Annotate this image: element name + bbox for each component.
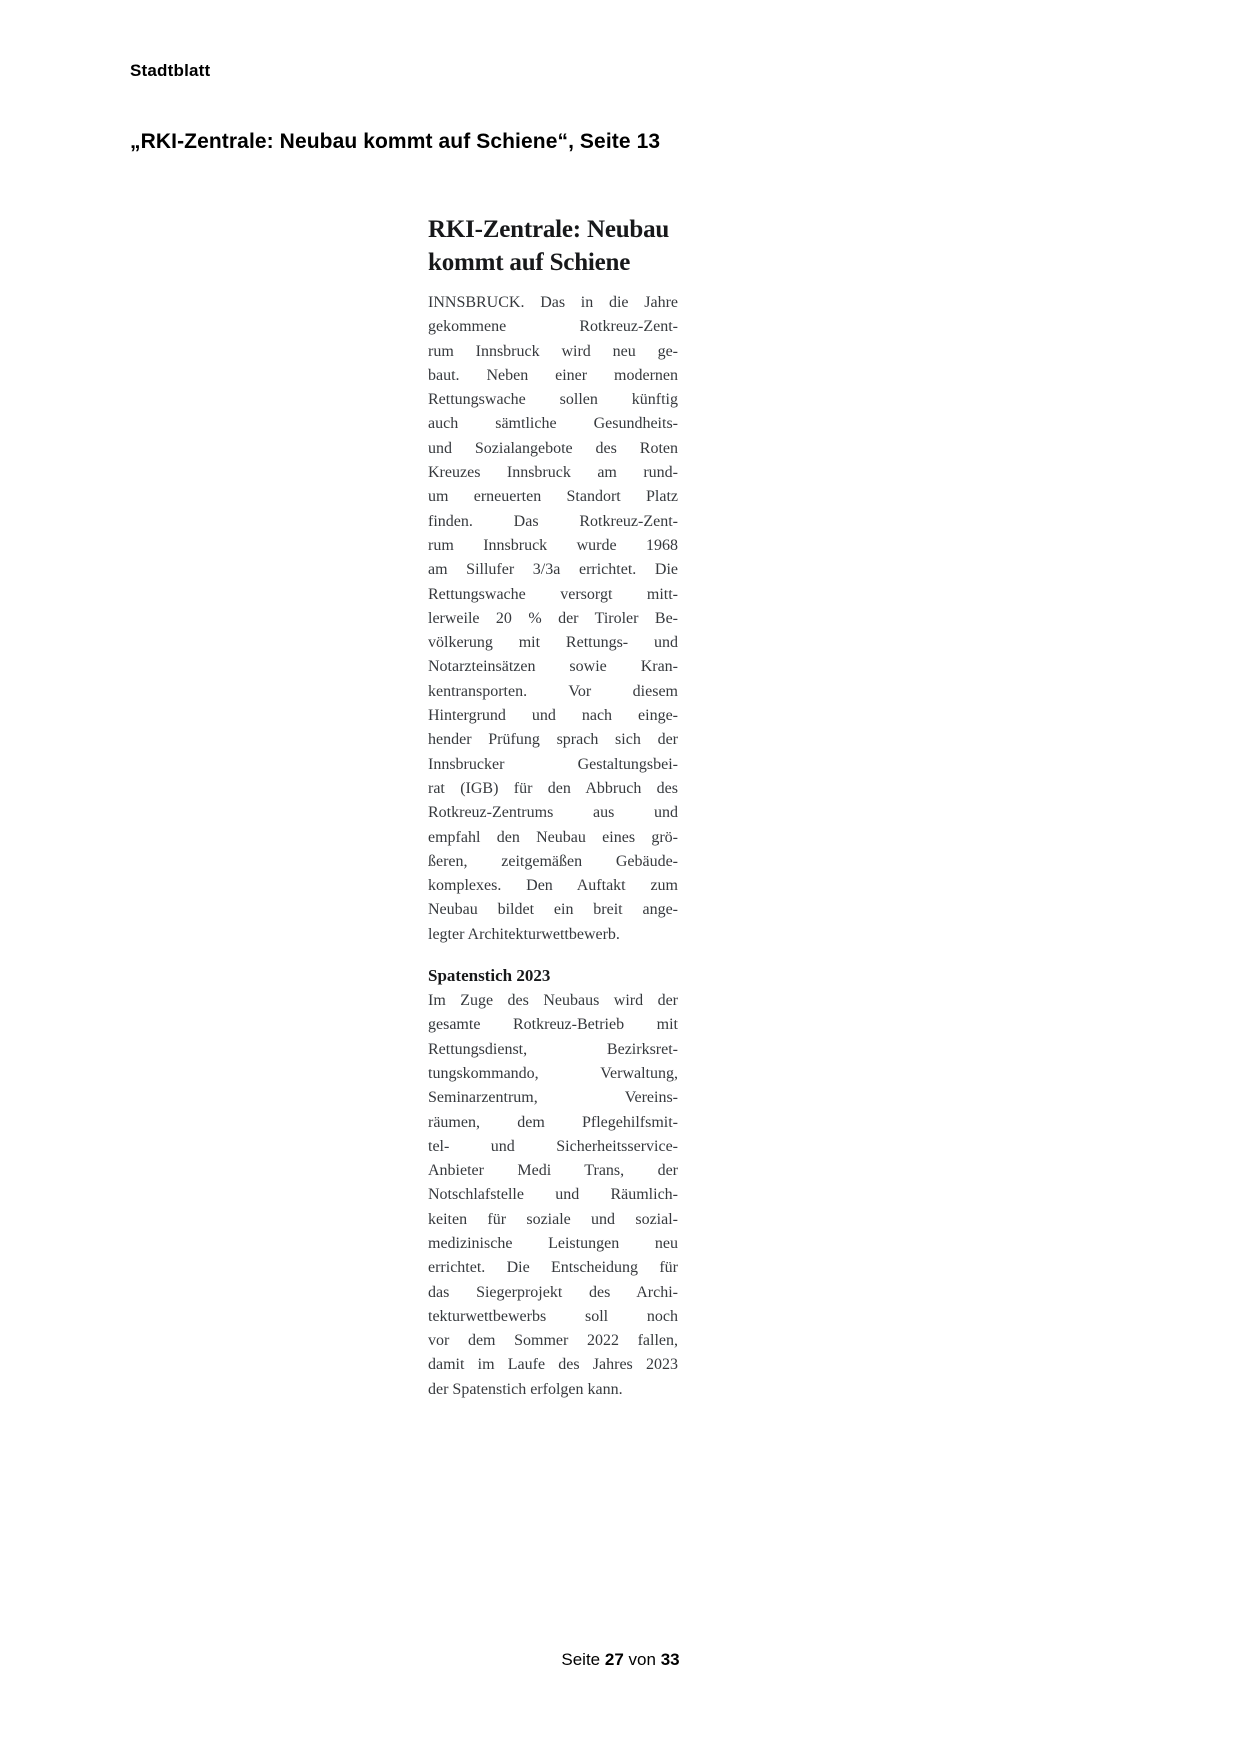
article-text-line: das Siegerprojekt des Archi- bbox=[428, 1283, 678, 1301]
article-text-line: Kreuzes Innsbruck am rund- bbox=[428, 464, 678, 482]
article-text-line: kentransporten. Vor diesem bbox=[428, 682, 678, 700]
article-paragraph-2 bbox=[428, 989, 678, 1402]
article-text-line: rum Innsbruck wird neu ge- bbox=[428, 342, 678, 360]
article-text-line: Innsbrucker Gestaltungsbei- bbox=[428, 755, 678, 773]
article-text-line: Notarzteinsätzen sowie Kran- bbox=[428, 658, 678, 676]
article-text-line: komplexes. Den Auftakt zum bbox=[428, 877, 678, 895]
article-title-line: RKI-Zentrale: Neubau bbox=[428, 216, 670, 243]
document-headline: „RKI-Zentrale: Neubau kommt auf Schiene“, Seite 13 bbox=[130, 130, 661, 153]
footer-total-pages: 33 bbox=[660, 1650, 680, 1669]
article-text-line: und Sozialangebote des Roten bbox=[428, 439, 678, 457]
article-text-line: völkerung mit Rettungs- und bbox=[428, 634, 678, 652]
article-text-line: baut. Neben einer modernen bbox=[428, 366, 678, 384]
article-text-line: rat (IGB) für den Abbruch des bbox=[428, 779, 678, 797]
article-subheading: Spatenstich 2023 bbox=[428, 966, 551, 986]
article-text-line: vor dem Sommer 2022 fallen, bbox=[428, 1332, 678, 1350]
article-text-line: INNSBRUCK. Das in die Jahre bbox=[428, 294, 678, 311]
article-text-line: hender Prüfung sprach sich der bbox=[428, 731, 678, 749]
article-text-line: gekommene Rotkreuz-Zent- bbox=[428, 318, 678, 336]
article-text-line: gesamte Rotkreuz-Betrieb mit bbox=[428, 1016, 678, 1034]
article-title bbox=[428, 213, 678, 279]
article-text-line: tel- und Sicherheitsservice- bbox=[428, 1137, 678, 1155]
article-text-line: legter Architekturwettbewerb. bbox=[428, 925, 620, 943]
article-title-line: kommt auf Schiene bbox=[428, 249, 631, 276]
footer-current-page: 27 bbox=[604, 1650, 624, 1669]
article-text-line: medizinische Leistungen neu bbox=[428, 1234, 678, 1252]
article-text-line: um erneuerten Standort Platz bbox=[428, 488, 678, 506]
article-text-line: lerweile 20 % der Tiroler Be- bbox=[428, 609, 678, 627]
article-text-line: Neubau bildet ein breit ange- bbox=[428, 901, 678, 919]
article-text-line: tekturwettbewerbs soll noch bbox=[428, 1307, 678, 1325]
article-text-line: empfahl den Neubau eines grö- bbox=[428, 828, 678, 846]
article-text-line: räumen, dem Pflegehilfsmit- bbox=[428, 1113, 678, 1131]
article-text-line: Rettungsdienst, Bezirksret- bbox=[428, 1040, 678, 1058]
article-text-line: Rettungswache versorgt mitt- bbox=[428, 585, 678, 603]
article-text-line: rum Innsbruck wurde 1968 bbox=[428, 536, 678, 554]
article-text-line: ßeren, zeitgemäßen Gebäude- bbox=[428, 852, 678, 870]
article-text-line: finden. Das Rotkreuz-Zent- bbox=[428, 512, 678, 530]
article-text-line: Rettungswache sollen künftig bbox=[428, 391, 678, 409]
article-text-line: Rotkreuz-Zentrums aus und bbox=[428, 804, 678, 822]
page-footer bbox=[0, 1650, 1241, 1670]
article-text-line: errichtet. Die Entscheidung für bbox=[428, 1259, 678, 1277]
publication-name: Stadtblatt bbox=[130, 61, 211, 80]
article-text-line: Hintergrund und nach einge- bbox=[428, 707, 678, 725]
article-text-line: Anbieter Medi Trans, der bbox=[428, 1162, 678, 1180]
article-text-line: der Spatenstich erfolgen kann. bbox=[428, 1380, 623, 1398]
article-paragraph-1 bbox=[428, 291, 678, 947]
article-text-line: damit im Laufe des Jahres 2023 bbox=[428, 1356, 678, 1374]
article-text-line: auch sämtliche Gesundheits- bbox=[428, 415, 678, 433]
article-text-line: Seminarzentrum, Vereins- bbox=[428, 1089, 678, 1107]
article-text-line: Im Zuge des Neubaus wird der bbox=[428, 992, 678, 1010]
article-clipping bbox=[428, 213, 678, 1402]
article-text-line: keiten für soziale und sozial- bbox=[428, 1210, 678, 1228]
footer-separator: von bbox=[628, 1650, 656, 1669]
article-text-line: am Sillufer 3/3a errichtet. Die bbox=[428, 561, 678, 579]
footer-page-prefix: Seite bbox=[561, 1650, 601, 1669]
article-text-line: Notschlafstelle und Räumlich- bbox=[428, 1186, 678, 1204]
article-text-line: tungskommando, Verwaltung, bbox=[428, 1064, 678, 1082]
